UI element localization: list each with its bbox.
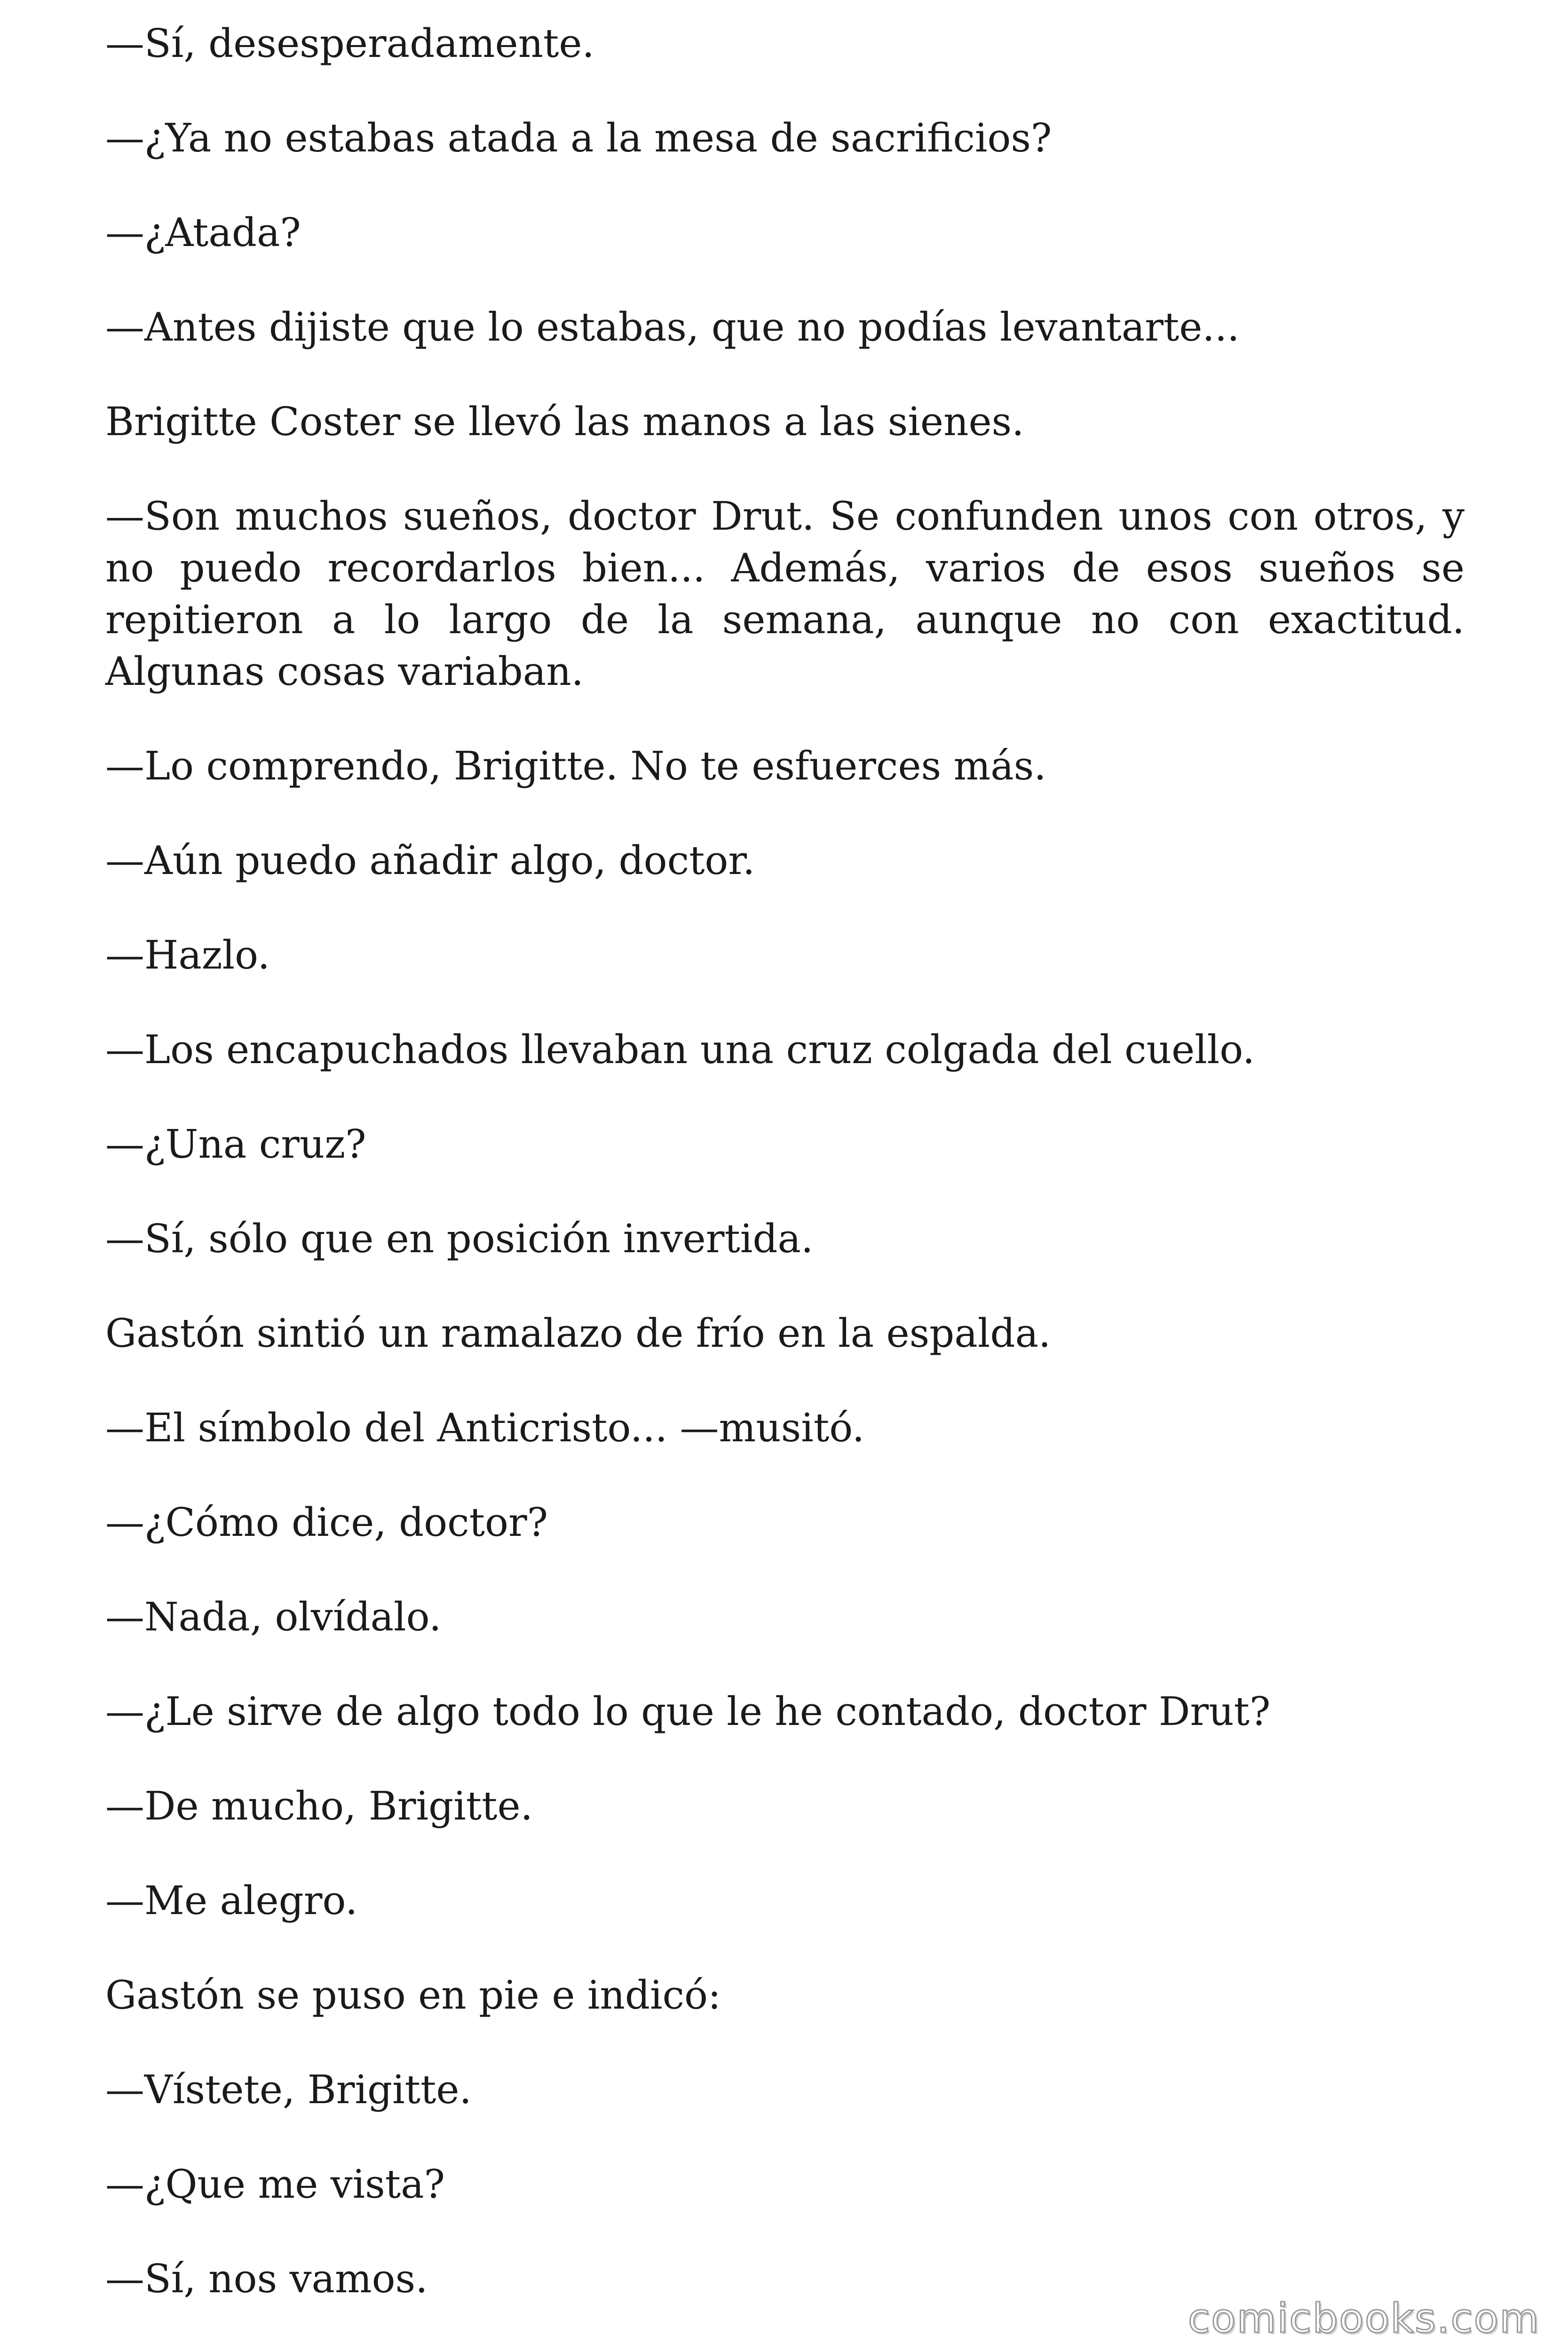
paragraph: —Vístete, Brigitte. (105, 2067, 472, 2113)
paragraph: —Son muchos sueños, doctor Drut. Se confunden unos con otros, y no puedo recordarlos bien... Además, varios de esos sueños se repitieron a lo largo de la semana, aunque no con exactitud. Algunas cosas variaban. (105, 493, 1465, 694)
paragraph: —Lo comprendo, Brigitte. No te esfuerces más. (105, 743, 1046, 789)
paragraph: —Antes dijiste que lo estabas, que no podías levantarte... (105, 304, 1240, 350)
paragraph: —Hazlo. (105, 932, 270, 978)
paragraph: —¿Cómo dice, doctor? (105, 1500, 548, 1545)
paragraph: —De mucho, Brigitte. (105, 1783, 533, 1829)
paragraph: —El símbolo del Anticristo... —musitó. (105, 1405, 865, 1451)
paragraph: —Sí, nos vamos. (105, 2256, 428, 2302)
paragraph: —Nada, olvídalo. (105, 1594, 442, 1640)
paragraph: —Sí, sólo que en posición invertida. (105, 1216, 814, 1262)
paragraph: Gastón sintió un ramalazo de frío en la espalda. (105, 1311, 1051, 1356)
paragraph: —¿Ya no estabas atada a la mesa de sacrificios? (105, 115, 1052, 161)
paragraph: —Sí, desesperadamente. (105, 21, 594, 66)
paragraph: —Los encapuchados llevaban una cruz colgada del cuello. (105, 1027, 1255, 1073)
paragraph: —¿Que me vista? (105, 2161, 445, 2207)
text-column (105, 18, 1465, 2348)
watermark-logo: comicbooks.com (1188, 2295, 1540, 2342)
paragraph: Gastón se puso en pie e indicó: (105, 1972, 721, 2018)
paragraph: Brigitte Coster se llevó las manos a las sienes. (105, 399, 1024, 445)
paragraph: —Me alegro. (105, 1878, 358, 1923)
paragraph: —Aún puedo añadir algo, doctor. (105, 838, 755, 883)
paragraph: —¿Atada? (105, 210, 301, 255)
paragraph: —¿Una cruz? (105, 1121, 366, 1167)
paragraph: —¿Le sirve de algo todo lo que le he contado, doctor Drut? (105, 1689, 1271, 1734)
